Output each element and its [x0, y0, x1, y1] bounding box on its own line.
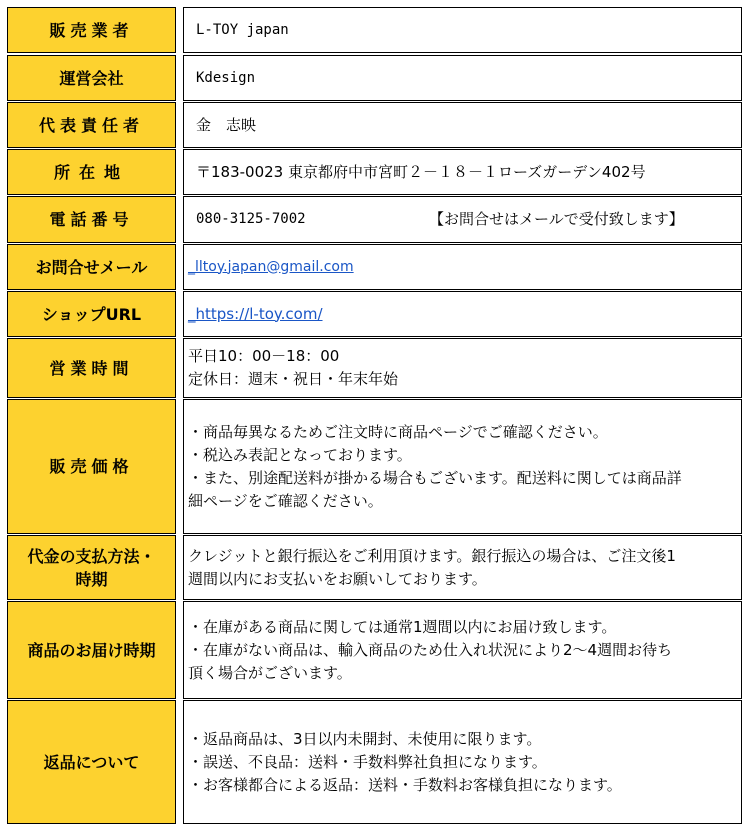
representative-value: 金 志映: [183, 102, 742, 148]
price-line: ・税込み表記となっております。: [188, 445, 412, 464]
shop-url-cell: [183, 291, 742, 337]
delivery-line: ・在庫がある商品に関しては通常1週間以内にお届け致します。: [188, 617, 617, 636]
operator-value: Kdesign: [183, 55, 742, 101]
seller-value: L-TOY japan: [183, 7, 742, 53]
price-label: 販売価格: [7, 399, 176, 534]
phone-note: 【お問合せはメールで受付致します】: [429, 210, 684, 228]
payment-line: クレジットと銀行振込をご利用頂けます。銀行振込の場合は、ご注文後1: [188, 546, 676, 565]
returns-line: ・お客様都合による返品：送料・手数料お客様負担になります。: [188, 775, 622, 794]
payment-label: [7, 535, 176, 600]
hours-line: 平日10：00－18：00: [188, 347, 340, 365]
representative-label: 代表責任者: [7, 102, 176, 148]
payment-value: [183, 535, 742, 600]
email-cell: [183, 244, 742, 290]
price-line: ・商品毎異なるためご注文時に商品ページでご確認ください。: [188, 422, 608, 441]
shop-url-label: ショップURL: [7, 291, 176, 337]
returns-line: ・誤送、不良品：送料・手数料弊社負担になります。: [188, 752, 547, 771]
returns-value: [183, 700, 742, 824]
phone-label: 電話番号: [7, 196, 176, 243]
address-label: 所在地: [7, 149, 176, 195]
delivery-label: 商品のお届け時期: [7, 601, 176, 699]
email-link[interactable]: _lltoy.japan@gmail.com: [188, 258, 354, 275]
email-label: お問合せメール: [7, 244, 176, 290]
payment-label-line: 代金の支払方法・: [27, 546, 156, 566]
hours-label: 営業時間: [7, 338, 176, 398]
seller-label: 販売業者: [7, 7, 176, 53]
hours-line: 定休日：週末・祝日・年末年始: [188, 370, 399, 388]
price-line: 細ページをご確認ください。: [188, 491, 383, 510]
returns-line: ・返品商品は、3日以内未開封、未使用に限ります。: [188, 729, 542, 748]
delivery-line: 頂く場合がございます。: [188, 663, 352, 682]
payment-line: 週間以内にお支払いをお願いしております。: [188, 569, 487, 588]
operator-label: 運営会社: [7, 55, 176, 101]
shop-url-link[interactable]: _https://l-toy.com/: [188, 304, 323, 323]
price-value: [183, 399, 742, 534]
price-line: ・また、別途配送料が掛かる場合もございます。配送料に関しては商品詳: [188, 468, 682, 487]
hours-value: [183, 338, 742, 398]
payment-label-line: 時期: [75, 569, 108, 589]
delivery-value: [183, 601, 742, 699]
delivery-line: ・在庫がない商品は、輸入商品のため仕入れ状況により2～4週間お待ち: [188, 640, 673, 659]
phone-value: 080-3125-7002: [196, 211, 306, 227]
returns-label: 返品について: [7, 700, 176, 824]
address-value: 〒183-0023 東京都府中市宮町２－１８－１ローズガーデン402号: [183, 149, 742, 195]
phone-cell: [183, 196, 742, 243]
